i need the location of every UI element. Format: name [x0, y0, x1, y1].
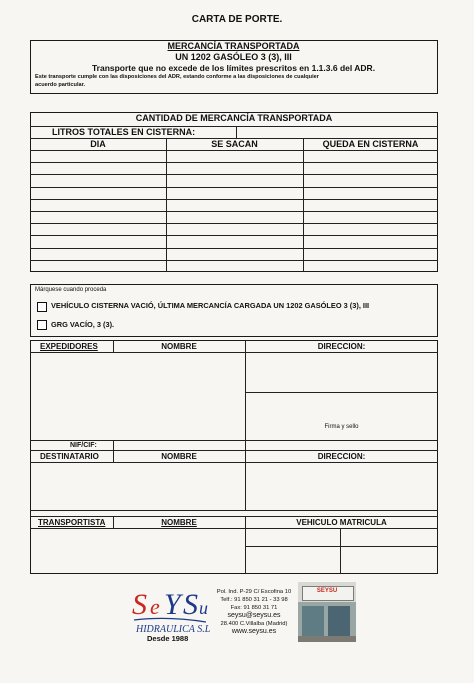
grg-checkbox[interactable] [37, 320, 47, 330]
nombre-label: NOMBRE [161, 342, 197, 351]
svg-text:Y: Y [164, 588, 181, 621]
table-row-line [30, 187, 438, 188]
quantity-heading: CANTIDAD DE MERCANCÍA TRANSPORTADA [135, 113, 333, 123]
company-email: seysu@seysu.es [227, 612, 281, 619]
nif-label: NIF/CIF: [70, 442, 97, 449]
table-row-line [30, 235, 438, 236]
table-row-line [30, 199, 438, 200]
table-row-line [30, 260, 438, 261]
options-hint: Márquese cuando proceda [35, 287, 107, 293]
options-section [30, 284, 438, 337]
table-row-line [30, 174, 438, 175]
goods-section [30, 40, 438, 94]
logo-subtitle: HIDRAULICA S.L. [136, 624, 210, 635]
page-title: CARTA DE PORTE. [191, 14, 283, 25]
direccion-label: DIRECCION: [317, 342, 366, 351]
vacio-checkbox[interactable] [37, 302, 47, 312]
nombre-label: NOMBRE [161, 518, 197, 527]
table-row-line [30, 223, 438, 224]
goods-un-line: UN 1202 GASÓLEO 3 (3), III [175, 52, 292, 62]
nombre-label: NOMBRE [161, 452, 197, 461]
company-phone: Telf.: 91 850 31 21 - 33 98 [220, 597, 288, 603]
signature-label: Firma y sello [324, 424, 359, 430]
company-web: www.seysu.es [231, 628, 277, 635]
expedidores-label: EXPEDIDORES [40, 342, 98, 351]
goods-heading: MERCANCÍA TRANSPORTADA [167, 41, 300, 51]
column-header-dia: DIA [90, 139, 106, 149]
svg-text:e: e [150, 594, 160, 619]
goods-note-line: Este transporte cumple con las disposiciones del ADR, estando conforme a las disposiciones de cualquier [35, 74, 319, 80]
company-fax: Fax: 91 850 31 71 [230, 605, 278, 611]
svg-text:S: S [132, 588, 147, 621]
storefront-sign: SEYSU [316, 588, 338, 594]
table-row-line [30, 162, 438, 163]
vacio-label: VEHÍCULO CISTERNA VACIÓ, ÚLTIMA MERCANCÍA CARGADA UN 1202 GASÓLEO 3 (3), III [51, 301, 370, 310]
grg-label: GRG VACÍO, 3 (3). [51, 320, 115, 329]
vehiculo-label: VEHICULO MATRICULA [296, 518, 387, 527]
goods-note-line: acuerdo particular. [35, 82, 86, 88]
company-contact [212, 588, 296, 636]
storefront-photo [298, 582, 356, 642]
svg-text:u: u [199, 598, 208, 618]
table-row-line [30, 248, 438, 249]
table-row-line [30, 150, 438, 151]
transportista-label: TRANSPORTISTA [38, 518, 106, 527]
since-label: Desde 1988 [147, 634, 189, 643]
table-row-line [30, 211, 438, 212]
column-header-queda: QUEDA EN CISTERNA [322, 139, 419, 149]
destinatario-label: DESTINATARIO [40, 452, 99, 461]
direccion-label: DIRECCION: [317, 452, 366, 461]
svg-text:S: S [183, 588, 198, 621]
column-header-se-sacan: SE SACAN [211, 139, 258, 149]
total-liters-label: LITROS TOTALES EN CISTERNA: [52, 127, 196, 137]
goods-limit-line: Transporte que no excede de los límites prescritos en 1.1.3.6 del ADR. [91, 63, 376, 73]
company-city: 28.400 C.Villalba (Madrid) [220, 621, 288, 627]
company-address: Pol. Ind. P-29 C/ Escofina 10 [216, 589, 292, 595]
